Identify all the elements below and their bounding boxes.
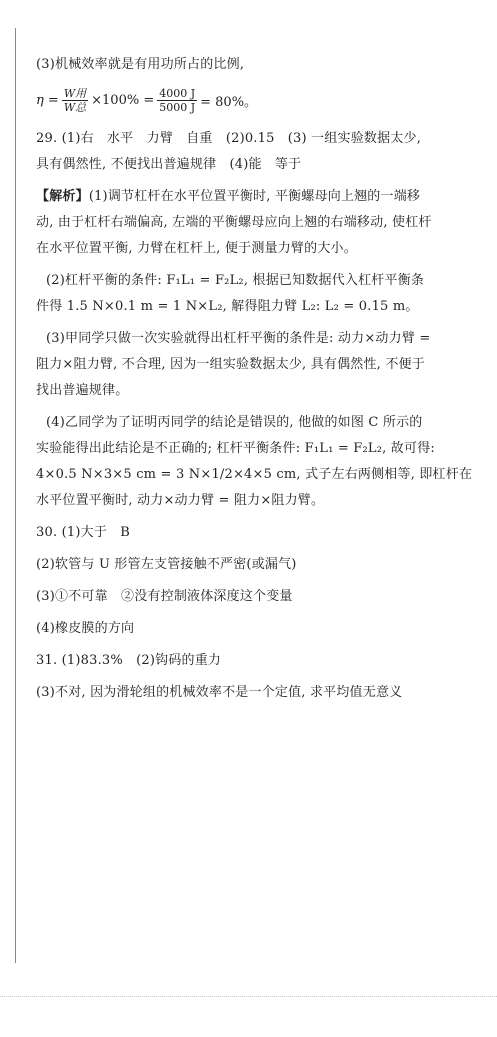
q30-line-3: (3)①不可靠 ②没有控制液体深度这个变量 <box>36 589 293 604</box>
part4-line-4: 水平位置平衡时, 动力×动力臂 = 阻力×阻力臂。 <box>36 493 325 508</box>
q29-line-2: 具有偶然性, 不便找出普遍规律 (4)能 等于 <box>36 157 302 172</box>
left-margin-line <box>15 28 16 963</box>
efficiency-result: = 80%。 <box>200 94 258 110</box>
part3-line-2: 阻力×阻力臂, 不合理, 因为一组实验数据太少, 具有偶然性, 不便于 <box>36 357 425 372</box>
joule-denominator: 5000 J <box>159 100 196 114</box>
times-100: ×100% = <box>91 92 155 108</box>
eta-symbol: η = <box>36 92 59 108</box>
part4-line-3: 4×0.5 N×3×5 cm = 3 N×1/2×4×5 cm, 式子左右两侧相等, 即杠杆在 <box>36 467 473 482</box>
part3-line-1: (3)甲同学只做一次实验就得出杠杆平衡的条件是: 动力×动力臂 = <box>46 331 431 346</box>
part4-line-1: (4)乙同学为了证明丙同学的结论是错误的, 他做的如图 C 所示的 <box>46 415 423 430</box>
analysis-tag: 【解析】 <box>36 189 89 204</box>
q30-line-4: (4)橡皮膜的方向 <box>36 621 135 636</box>
q30-line-1: 30. (1)大于 B <box>36 525 130 540</box>
q29-line-1: 29. (1)右 水平 力臂 自重 (2)0.15 (3) 一组实验数据太少, <box>36 131 422 146</box>
q30-line-2: (2)软管与 U 形管左支管接触不严密(或漏气) <box>36 557 297 572</box>
part2-line-1: (2)杠杆平衡的条件: F₁L₁ = F₂L₂, 根据已知数据代入杠杆平衡条 <box>46 273 425 288</box>
total-work: W总 <box>63 100 87 114</box>
useful-work: W用 <box>63 86 87 100</box>
answer-content <box>36 52 476 706</box>
text-line: (3)机械效率就是有用功所占的比例, <box>36 57 245 72</box>
efficiency-formula <box>36 82 476 118</box>
part4-line-2: 实验能得出此结论是不正确的; 杠杆平衡条件: F₁L₁ = F₂L₂, 故可得: <box>36 441 435 456</box>
part3-line-3: 找出普遍规律。 <box>36 383 129 398</box>
analysis-line-3: 在水平位置平衡, 力臂在杠杆上, 便于测量力臂的大小。 <box>36 241 357 256</box>
analysis-text: (1)调节杠杆在水平位置平衡时, 平衡螺母向上翘的一端移 <box>88 189 421 204</box>
joule-numerator: 4000 J <box>159 86 196 100</box>
analysis-line-1 <box>36 184 476 210</box>
q31-line-2: (3)不对, 因为滑轮组的机械效率不是一个定值, 求平均值无意义 <box>36 685 403 700</box>
q31-line-1: 31. (1)83.3% (2)钩码的重力 <box>36 653 222 668</box>
work-fraction <box>62 87 88 114</box>
bottom-dotted-divider <box>0 996 497 997</box>
part2-line-2: 件得 1.5 N×0.1 m = 1 N×L₂, 解得阻力臂 L₂: L₂ = 0.15 m。 <box>36 299 419 314</box>
analysis-line-2: 动, 由于杠杆右端偏高, 左端的平衡螺母应向上翘的右端移动, 使杠杆 <box>36 215 432 230</box>
joule-fraction <box>157 87 197 114</box>
